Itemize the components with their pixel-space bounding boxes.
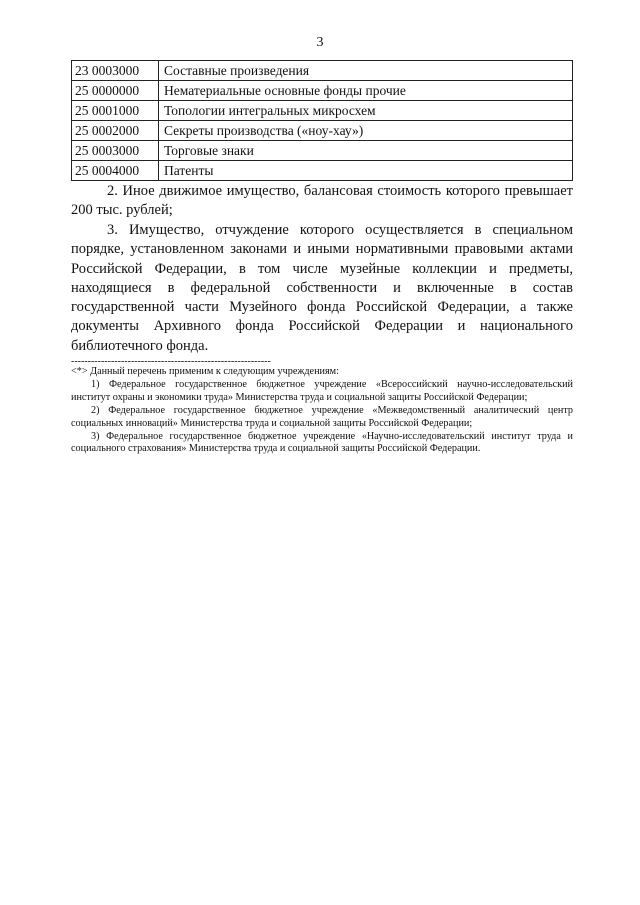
- table-row: [72, 121, 573, 141]
- table-cell-name: Топологии интегральных микросхем: [159, 101, 573, 121]
- table-cell-code: 25 0003000: [72, 141, 159, 161]
- table-cell-name: Торговые знаки: [159, 141, 573, 161]
- footnote-block: [71, 366, 573, 456]
- page-number: 3: [316, 35, 324, 50]
- footnote-intro: <*> Данный перечень применим к следующим учреждениям:: [71, 366, 339, 377]
- table-cell-name: Патенты: [159, 161, 573, 181]
- table-cell-code: 25 0004000: [72, 161, 159, 181]
- table-cell-code: 25 0000000: [72, 81, 159, 101]
- paragraph-movable-property: 2. Иное движимое имущество, балансовая стоимость которого превышает 200 тыс. рублей;: [71, 183, 573, 219]
- table-cell-code: 25 0001000: [72, 101, 159, 121]
- table-row: [72, 81, 573, 101]
- table-cell-code: 25 0002000: [72, 121, 159, 141]
- table-cell-name: Нематериальные основные фонды прочие: [159, 81, 573, 101]
- table-cell-name: Секреты производства («ноу-хау»): [159, 121, 573, 141]
- table-row: [72, 161, 573, 181]
- table-row: [72, 101, 573, 121]
- footnote-item: 2) Федеральное государственное бюджетное учреждение «Межведомственный аналитический центр социальных инноваций» Министерства труда и социальной защиты Российской Федерации;: [71, 404, 573, 429]
- table-cell-code: 23 0003000: [72, 61, 159, 81]
- asset-codes-table: [71, 60, 573, 181]
- table-cell-name: Составные произведения: [159, 61, 573, 81]
- paragraph-special-disposal-property: 3. Имущество, отчуждение которого осуществляется в специальном порядке, установленном законами и иными нормативными правовыми актами Российской Федерации, в том числе музейные коллекции и предметы, находящиеся в федеральной собственности и включенные в состав государственной части Музейного фонда Российской Федерации, а также документы Архивного фонда Российской Федерации и национального библиотечного фонда.: [71, 222, 573, 354]
- table-row: [72, 61, 573, 81]
- footnote-divider: ------------------------------------------------------------: [71, 356, 271, 367]
- footnote-item: 1) Федеральное государственное бюджетное учреждение «Всероссийский научно-исследовательский институт охраны и экономики труда» Министерства труда и социальной защиты Российской Федерации;: [71, 378, 573, 403]
- table-row: [72, 141, 573, 161]
- footnote-item: 3) Федеральное государственное бюджетное учреждение «Научно-исследовательский институт труда и социального страхования» Министерства труда и социальной защиты Российской Федерации.: [71, 430, 573, 455]
